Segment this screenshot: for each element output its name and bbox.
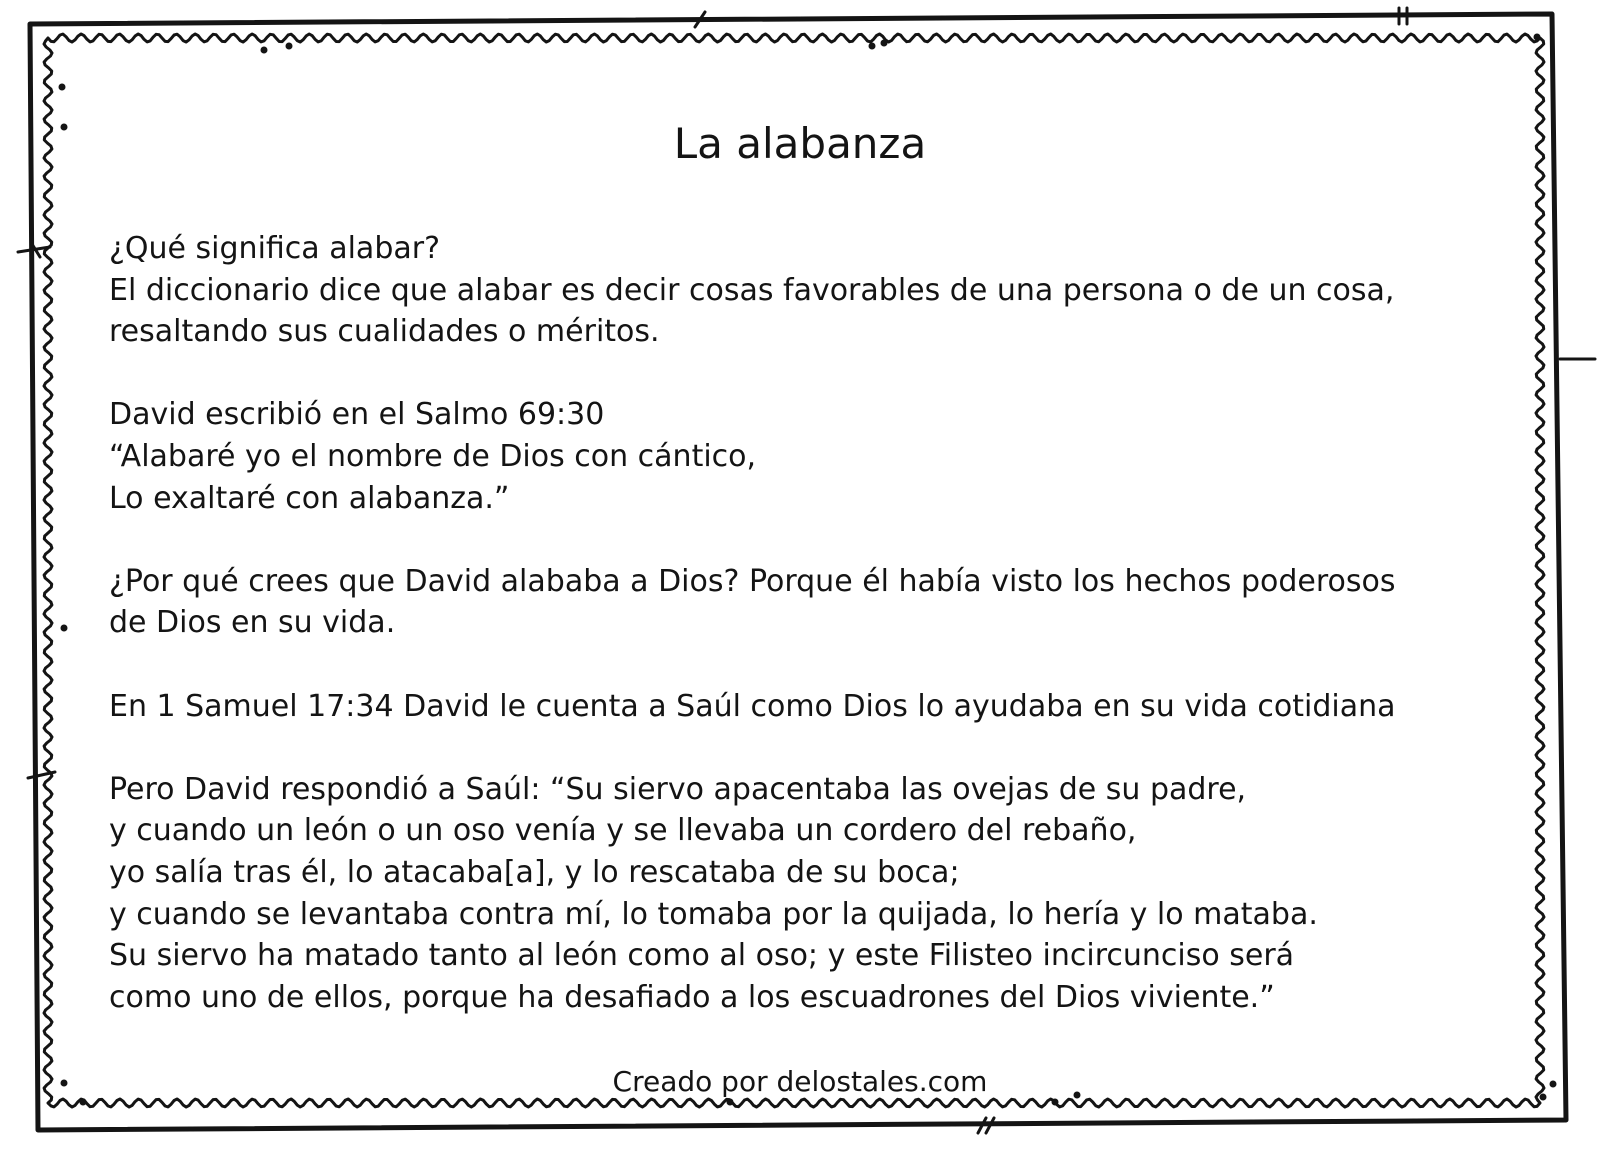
quote-line: Su siervo ha matado tanto al león como al oso; y este Filisteo incircunciso será — [109, 938, 1295, 974]
paragraph-gap — [109, 644, 1509, 686]
document-body — [109, 228, 1509, 1018]
paragraph-line: ¿Por qué crees que David alababa a Dios? Porque él había visto los hechos poderosos — [109, 563, 1396, 599]
paragraph-line: resaltando sus cualidades o méritos. — [109, 314, 660, 350]
quote-line: y cuando un león o un oso venía y se llevaba un cordero del rebaño, — [109, 813, 1137, 849]
quote-line: Lo exaltaré con alabanza.” — [109, 480, 510, 516]
quote-line: “Alabaré yo el nombre de Dios con cántico, — [109, 438, 757, 474]
paragraph-line: En 1 Samuel 17:34 David le cuenta a Saúl como Dios lo ayudaba en su vida cotidiana — [109, 688, 1396, 724]
paragraph-gap — [109, 519, 1509, 561]
paragraph-line: de Dios en su vida. — [109, 605, 396, 641]
paragraph-line: David escribió en el Salmo 69:30 — [109, 397, 605, 433]
paragraph-gap — [109, 727, 1509, 769]
quote-line: yo salía tras él, lo atacaba[a], y lo rescataba de su boca; — [109, 854, 960, 890]
paragraph-line: El diccionario dice que alabar es decir cosas favorables de una persona o de un cosa, — [109, 272, 1395, 308]
quote-line: y cuando se levantaba contra mí, lo tomaba por la quijada, lo hería y lo mataba. — [109, 896, 1318, 932]
footer-credit: Creado por delostales.com — [612, 1065, 988, 1098]
page-title: La alabanza — [673, 119, 927, 168]
quote-line: como uno de ellos, porque ha desafiado a los escuadrones del Dios viviente.” — [109, 979, 1275, 1015]
paragraph-line: ¿Qué significa alabar? — [109, 231, 440, 266]
paragraph-gap — [109, 353, 1509, 395]
quote-line: Pero David respondió a Saúl: “Su siervo apacentaba las ovejas de su padre, — [109, 771, 1247, 807]
